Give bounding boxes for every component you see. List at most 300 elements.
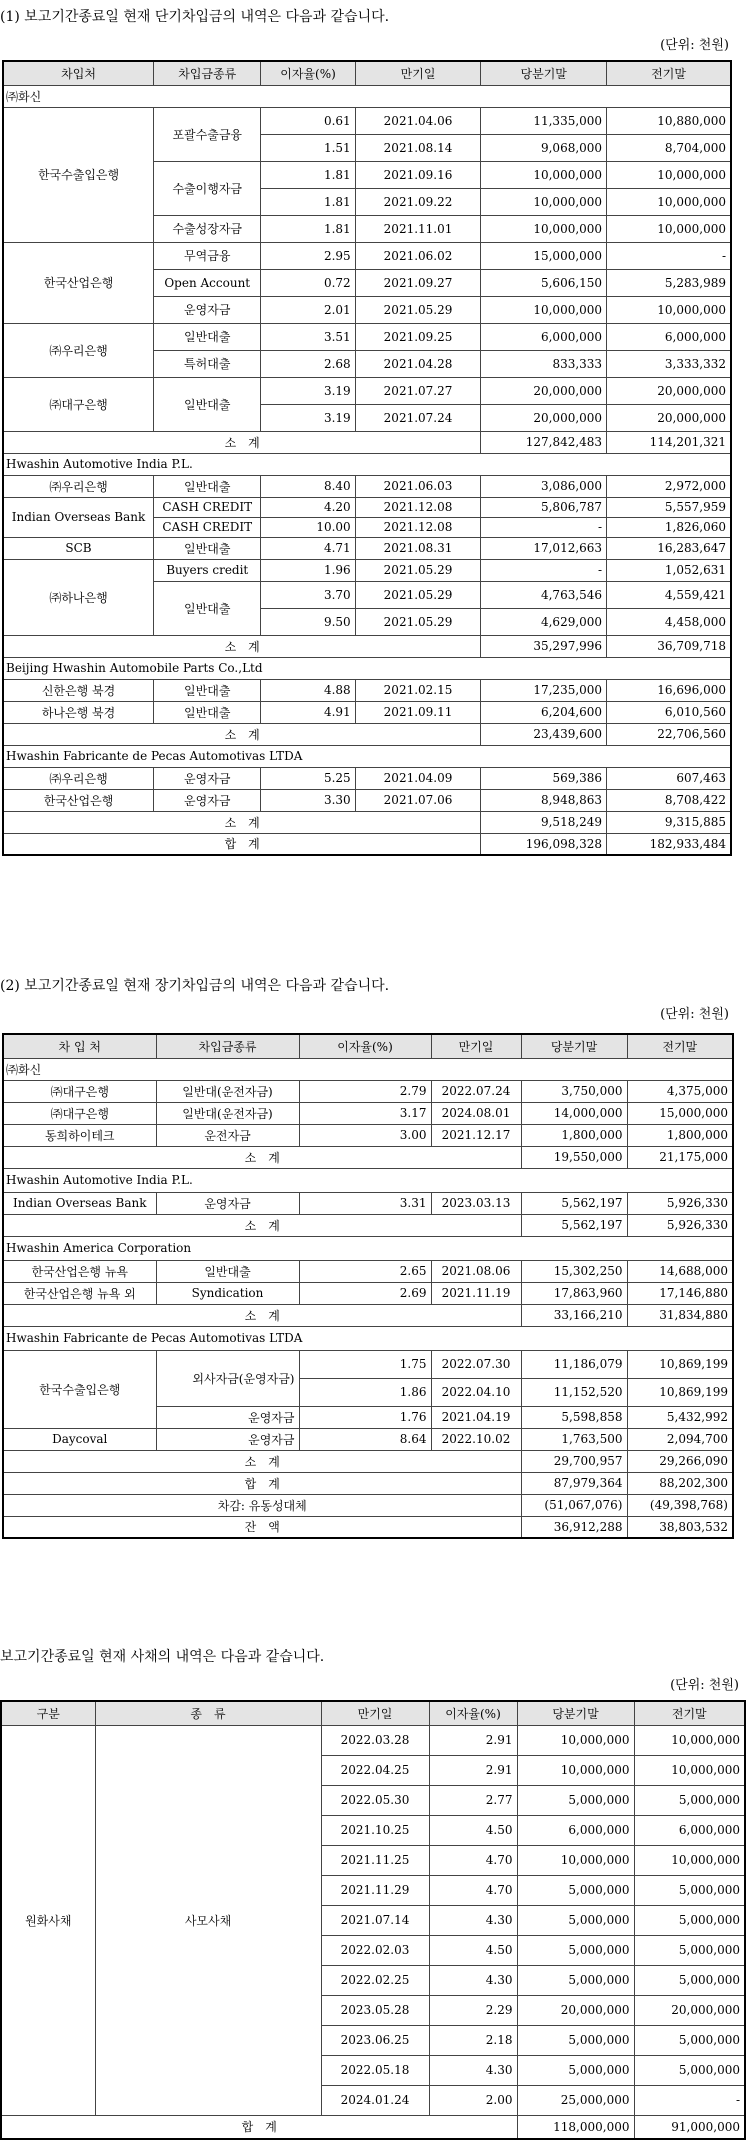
- col-header: 이자율(%): [429, 1701, 517, 1725]
- current-cell: (51,067,076): [521, 1494, 627, 1516]
- lender-cell: Daycoval: [3, 1428, 156, 1450]
- maturity-cell: 2023.05.28: [321, 1995, 429, 2025]
- loan-type-cell: Buyers credit: [154, 559, 261, 581]
- maturity-cell: 2021.05.29: [355, 581, 481, 608]
- table-row: [3, 559, 731, 581]
- lender-cell: ㈜우리은행: [3, 767, 154, 789]
- col-header: 전기말: [627, 1034, 733, 1058]
- table-header-row: [3, 1034, 733, 1058]
- prior-cell: 10,000,000: [607, 296, 731, 323]
- rate-cell: 5.25: [261, 767, 355, 789]
- subtotal-row: [3, 431, 731, 453]
- rate-cell: 4.50: [429, 1815, 517, 1845]
- loan-type-cell: 일반대출: [154, 323, 261, 350]
- table-row: [3, 1080, 733, 1102]
- current-cell: 87,979,364: [521, 1472, 627, 1494]
- col-header: 이자율(%): [299, 1034, 431, 1058]
- rate-cell: 2.91: [429, 1755, 517, 1785]
- current-cell: 33,166,210: [521, 1304, 627, 1326]
- rate-cell: 2.69: [299, 1282, 431, 1304]
- current-cell: 11,335,000: [481, 107, 607, 134]
- current-cell: 127,842,483: [481, 431, 607, 453]
- rate-cell: 2.95: [261, 242, 355, 269]
- maturity-cell: 2021.07.27: [355, 377, 481, 404]
- maturity-cell: 2021.11.29: [321, 1875, 429, 1905]
- current-cell: 35,297,996: [481, 635, 607, 657]
- rate-cell: 4.50: [429, 1935, 517, 1965]
- table-row: [3, 1102, 733, 1124]
- prior-cell: 5,000,000: [634, 2025, 745, 2055]
- rate-cell: 4.91: [261, 701, 355, 723]
- current-cell: 1,800,000: [521, 1124, 627, 1146]
- group-label: Hwashin America Corporation: [3, 1236, 733, 1260]
- prior-cell: 36,709,718: [607, 635, 731, 657]
- prior-cell: 8,708,422: [607, 789, 731, 811]
- prior-cell: 5,000,000: [634, 2055, 745, 2085]
- col-header: 만기일: [321, 1701, 429, 1725]
- group-label: ㈜화신: [3, 1058, 733, 1080]
- current-cell: 8,948,863: [481, 789, 607, 811]
- balance-label: 잔 액: [3, 1516, 521, 1538]
- maturity-cell: 2021.12.17: [431, 1124, 521, 1146]
- lender-cell: 한국산업은행: [3, 242, 154, 323]
- balance-row: [3, 1516, 733, 1538]
- col-header: 당분기말: [481, 61, 607, 85]
- table-row: [3, 1428, 733, 1450]
- lender-cell: ㈜대구은행: [3, 1102, 156, 1124]
- current-cell: 20,000,000: [481, 404, 607, 431]
- maturity-cell: 2021.06.02: [355, 242, 481, 269]
- loan-type-cell: 일반대출: [154, 679, 261, 701]
- current-cell: 14,000,000: [521, 1102, 627, 1124]
- loan-type-cell: 운영자금: [156, 1428, 299, 1450]
- prior-cell: 10,000,000: [634, 1845, 745, 1875]
- maturity-cell: 2022.07.24: [431, 1080, 521, 1102]
- rate-cell: 0.72: [261, 269, 355, 296]
- total-row: [1, 2115, 745, 2139]
- loan-type-cell: 무역금융: [154, 242, 261, 269]
- lender-cell: 동희하이테크: [3, 1124, 156, 1146]
- prior-cell: 5,000,000: [634, 1935, 745, 1965]
- section3-title: 보고기간종료일 현재 사채의 내역은 다음과 같습니다.: [0, 1649, 325, 1665]
- maturity-cell: 2021.06.03: [355, 475, 481, 497]
- loan-type-cell: 수출성장자금: [154, 215, 261, 242]
- loan-type-cell: 운영자금: [154, 296, 261, 323]
- maturity-cell: 2021.04.19: [431, 1406, 521, 1428]
- current-cell: 10,000,000: [517, 1845, 634, 1875]
- prior-cell: 5,926,330: [627, 1192, 733, 1214]
- current-cell: 5,606,150: [481, 269, 607, 296]
- maturity-cell: 2022.05.18: [321, 2055, 429, 2085]
- prior-cell: 6,000,000: [607, 323, 731, 350]
- prior-cell: 10,869,199: [627, 1378, 733, 1406]
- current-cell: 10,000,000: [481, 188, 607, 215]
- prior-cell: 5,000,000: [634, 1785, 745, 1815]
- subtotal-label: 소 계: [3, 811, 481, 833]
- rate-cell: 3.70: [261, 581, 355, 608]
- loan-type-cell: 운전자금: [156, 1124, 299, 1146]
- table-row: [3, 242, 731, 269]
- group-label: Hwashin Automotive India P.L.: [3, 453, 731, 475]
- rate-cell: 4.20: [261, 497, 355, 517]
- bond-category-cell: 원화사채: [1, 1725, 95, 2115]
- current-cell: 5,000,000: [517, 1785, 634, 1815]
- total-row: [3, 833, 731, 855]
- maturity-cell: 2021.11.01: [355, 215, 481, 242]
- table-row: [3, 497, 731, 517]
- total-label: 합 계: [3, 833, 481, 855]
- loan-type-cell: 일반대출: [156, 1260, 299, 1282]
- prior-cell: 4,375,000: [627, 1080, 733, 1102]
- prior-cell: 114,201,321: [607, 431, 731, 453]
- maturity-cell: 2021.04.06: [355, 107, 481, 134]
- prior-cell: -: [607, 242, 731, 269]
- lender-cell: ㈜우리은행: [3, 323, 154, 377]
- rate-cell: 2.79: [299, 1080, 431, 1102]
- current-cell: 20,000,000: [481, 377, 607, 404]
- current-cell: 5,000,000: [517, 1965, 634, 1995]
- current-cell: 25,000,000: [517, 2085, 634, 2115]
- current-cell: 5,562,197: [521, 1192, 627, 1214]
- rate-cell: 2.68: [261, 350, 355, 377]
- table-row: [3, 767, 731, 789]
- rate-cell: 3.30: [261, 789, 355, 811]
- prior-cell: 1,800,000: [627, 1124, 733, 1146]
- group-label: ㈜화신: [3, 85, 731, 107]
- current-cell: 5,000,000: [517, 1905, 634, 1935]
- maturity-cell: 2021.08.14: [355, 134, 481, 161]
- maturity-cell: 2022.04.10: [431, 1378, 521, 1406]
- prior-cell: 16,696,000: [607, 679, 731, 701]
- current-cell: 5,000,000: [517, 2025, 634, 2055]
- bond-kind-cell: 사모사채: [95, 1725, 321, 2115]
- lender-cell: Indian Overseas Bank: [3, 497, 154, 537]
- current-cell: 569,386: [481, 767, 607, 789]
- loan-type-cell: 일반대출: [154, 701, 261, 723]
- table-row: [3, 1282, 733, 1304]
- col-header: 종 류: [95, 1701, 321, 1725]
- prior-cell: 20,000,000: [607, 377, 731, 404]
- current-cell: -: [481, 517, 607, 537]
- lender-cell: 한국수출입은행: [3, 1350, 156, 1428]
- prior-cell: 10,000,000: [607, 215, 731, 242]
- prior-cell: 10,869,199: [627, 1350, 733, 1378]
- prior-cell: 10,000,000: [607, 188, 731, 215]
- prior-cell: 10,880,000: [607, 107, 731, 134]
- prior-cell: 8,704,000: [607, 134, 731, 161]
- prior-cell: 2,972,000: [607, 475, 731, 497]
- lender-cell: ㈜대구은행: [3, 1080, 156, 1102]
- lender-cell: 한국산업은행 뉴욕 외: [3, 1282, 156, 1304]
- subtotal-row: [3, 1214, 733, 1236]
- prior-cell: -: [634, 2085, 745, 2115]
- table-row: [1, 1725, 745, 1755]
- maturity-cell: 2021.09.25: [355, 323, 481, 350]
- rate-cell: 3.00: [299, 1124, 431, 1146]
- rate-cell: 4.71: [261, 537, 355, 559]
- maturity-cell: 2021.07.06: [355, 789, 481, 811]
- col-header: 당분기말: [521, 1034, 627, 1058]
- rate-cell: 3.31: [299, 1192, 431, 1214]
- subtotal-row: [3, 1450, 733, 1472]
- current-cell: 10,000,000: [517, 1725, 634, 1755]
- current-cell: 5,598,858: [521, 1406, 627, 1428]
- rate-cell: 4.70: [429, 1875, 517, 1905]
- rate-cell: 2.77: [429, 1785, 517, 1815]
- subtotal-label: 소 계: [3, 1146, 521, 1168]
- current-cell: 20,000,000: [517, 1995, 634, 2025]
- rate-cell: 3.51: [261, 323, 355, 350]
- prior-cell: 1,826,060: [607, 517, 731, 537]
- current-cell: 5,000,000: [517, 2055, 634, 2085]
- section1-unit: (단위: 천원): [660, 38, 729, 53]
- group-label: Beijing Hwashin Automobile Parts Co.,Ltd: [3, 657, 731, 679]
- total-label: 합 계: [1, 2115, 517, 2139]
- long-term-borrowings-table: [2, 1033, 734, 1539]
- lender-cell: ㈜대구은행: [3, 377, 154, 431]
- maturity-cell: 2021.12.08: [355, 497, 481, 517]
- current-cell: 3,750,000: [521, 1080, 627, 1102]
- table-header-row: [3, 61, 731, 85]
- loan-type-cell: 특허대출: [154, 350, 261, 377]
- maturity-cell: 2021.05.29: [355, 296, 481, 323]
- prior-cell: 10,000,000: [634, 1755, 745, 1785]
- prior-cell: 21,175,000: [627, 1146, 733, 1168]
- current-cell: 5,806,787: [481, 497, 607, 517]
- prior-cell: 14,688,000: [627, 1260, 733, 1282]
- rate-cell: 1.51: [261, 134, 355, 161]
- col-header: 당분기말: [517, 1701, 634, 1725]
- rate-cell: 1.96: [261, 559, 355, 581]
- prior-cell: 6,000,000: [634, 1815, 745, 1845]
- current-cell: 833,333: [481, 350, 607, 377]
- col-header: 구분: [1, 1701, 95, 1725]
- prior-cell: 182,933,484: [607, 833, 731, 855]
- table-row: [3, 537, 731, 559]
- maturity-cell: 2022.07.30: [431, 1350, 521, 1378]
- section1-title: (1) 보고기간종료일 현재 단기차입금의 내역은 다음과 같습니다.: [0, 9, 390, 25]
- current-cell: 6,204,600: [481, 701, 607, 723]
- section2-title: (2) 보고기간종료일 현재 장기차입금의 내역은 다음과 같습니다.: [0, 978, 390, 994]
- current-cell: 6,000,000: [517, 1815, 634, 1845]
- loan-type-cell: CASH CREDIT: [154, 517, 261, 537]
- current-cell: 17,863,960: [521, 1282, 627, 1304]
- table-row: [3, 1124, 733, 1146]
- short-term-borrowings-table: [2, 60, 732, 856]
- rate-cell: 9.50: [261, 608, 355, 635]
- table-row: [3, 1192, 733, 1214]
- col-header: 차입금종류: [154, 61, 261, 85]
- section3-unit: (단위: 천원): [670, 1678, 739, 1693]
- current-cell: 19,550,000: [521, 1146, 627, 1168]
- current-cell: 10,000,000: [481, 296, 607, 323]
- maturity-cell: 2021.04.28: [355, 350, 481, 377]
- rate-cell: 4.70: [429, 1845, 517, 1875]
- total-row: [3, 1472, 733, 1494]
- loan-type-cell: Open Account: [154, 269, 261, 296]
- prior-cell: 9,315,885: [607, 811, 731, 833]
- maturity-cell: 2023.03.13: [431, 1192, 521, 1214]
- maturity-cell: 2021.04.09: [355, 767, 481, 789]
- lender-cell: Indian Overseas Bank: [3, 1192, 156, 1214]
- current-cell: 4,763,546: [481, 581, 607, 608]
- prior-cell: 20,000,000: [607, 404, 731, 431]
- lender-cell: 한국수출입은행: [3, 107, 154, 242]
- prior-cell: 22,706,560: [607, 723, 731, 745]
- maturity-cell: 2022.04.25: [321, 1755, 429, 1785]
- rate-cell: 1.81: [261, 188, 355, 215]
- col-header: 차 입 처: [3, 1034, 156, 1058]
- maturity-cell: 2024.01.24: [321, 2085, 429, 2115]
- loan-type-cell: 운영자금: [154, 767, 261, 789]
- prior-cell: 88,202,300: [627, 1472, 733, 1494]
- lender-cell: 한국산업은행: [3, 789, 154, 811]
- current-cell: 5,000,000: [517, 1935, 634, 1965]
- prior-cell: 1,052,631: [607, 559, 731, 581]
- current-cell: 5,562,197: [521, 1214, 627, 1236]
- total-label: 합 계: [3, 1472, 521, 1494]
- maturity-cell: 2021.07.24: [355, 404, 481, 431]
- prior-cell: 5,000,000: [634, 1905, 745, 1935]
- prior-cell: 3,333,332: [607, 350, 731, 377]
- current-cell: 4,629,000: [481, 608, 607, 635]
- subtotal-label: 소 계: [3, 1304, 521, 1326]
- loan-type-cell: 운영자금: [154, 789, 261, 811]
- subtotal-row: [3, 1304, 733, 1326]
- subtotal-label: 소 계: [3, 431, 481, 453]
- loan-type-cell: 일반대출: [154, 475, 261, 497]
- prior-cell: 6,010,560: [607, 701, 731, 723]
- prior-cell: 4,559,421: [607, 581, 731, 608]
- rate-cell: 1.76: [299, 1406, 431, 1428]
- loan-type-cell: 운영자금: [156, 1192, 299, 1214]
- current-cell: 15,302,250: [521, 1260, 627, 1282]
- current-cell: 10,000,000: [481, 161, 607, 188]
- rate-cell: 2.18: [429, 2025, 517, 2055]
- prior-cell: 5,926,330: [627, 1214, 733, 1236]
- prior-cell: 607,463: [607, 767, 731, 789]
- rate-cell: 2.01: [261, 296, 355, 323]
- subtotal-row: [3, 723, 731, 745]
- loan-type-cell: 일반대(운전자금): [156, 1080, 299, 1102]
- maturity-cell: 2021.09.27: [355, 269, 481, 296]
- prior-cell: 10,000,000: [607, 161, 731, 188]
- current-cell: 17,235,000: [481, 679, 607, 701]
- rate-cell: 1.75: [299, 1350, 431, 1378]
- maturity-cell: 2022.03.28: [321, 1725, 429, 1755]
- lender-cell: ㈜우리은행: [3, 475, 154, 497]
- rate-cell: 3.19: [261, 404, 355, 431]
- loan-type-cell: 수출이행자금: [154, 161, 261, 215]
- loan-type-cell: 일반대(운전자금): [156, 1102, 299, 1124]
- current-cell: 9,518,249: [481, 811, 607, 833]
- loan-type-cell: Syndication: [156, 1282, 299, 1304]
- rate-cell: 4.30: [429, 2055, 517, 2085]
- current-cell: 5,000,000: [517, 1875, 634, 1905]
- section2-unit: (단위: 천원): [660, 1007, 729, 1022]
- loan-type-cell: CASH CREDIT: [154, 497, 261, 517]
- maturity-cell: 2021.05.29: [355, 608, 481, 635]
- col-header: 만기일: [355, 61, 481, 85]
- current-cell: 118,000,000: [517, 2115, 634, 2139]
- prior-cell: 15,000,000: [627, 1102, 733, 1124]
- current-cell: 11,186,079: [521, 1350, 627, 1378]
- rate-cell: 1.86: [299, 1378, 431, 1406]
- current-cell: 23,439,600: [481, 723, 607, 745]
- table-header-row: [1, 1701, 745, 1725]
- prior-cell: 17,146,880: [627, 1282, 733, 1304]
- lender-cell: 신한은행 북경: [3, 679, 154, 701]
- current-cell: 3,086,000: [481, 475, 607, 497]
- col-header: 만기일: [431, 1034, 521, 1058]
- rate-cell: 4.88: [261, 679, 355, 701]
- current-cell: 1,763,500: [521, 1428, 627, 1450]
- loan-type-cell: 일반대출: [154, 377, 261, 431]
- subtotal-label: 소 계: [3, 635, 481, 657]
- loan-type-cell: 운영자금: [156, 1406, 299, 1428]
- loan-type-cell: 일반대출: [154, 537, 261, 559]
- prior-cell: 10,000,000: [634, 1725, 745, 1755]
- maturity-cell: 2021.02.15: [355, 679, 481, 701]
- subtotal-row: [3, 1146, 733, 1168]
- table-row: [3, 377, 731, 404]
- prior-cell: 16,283,647: [607, 537, 731, 559]
- group-label: Hwashin Fabricante de Pecas Automotivas LTDA: [3, 745, 731, 767]
- current-cell: 10,000,000: [517, 1755, 634, 1785]
- rate-cell: 2.00: [429, 2085, 517, 2115]
- rate-cell: 3.19: [261, 377, 355, 404]
- current-cell: 196,098,328: [481, 833, 607, 855]
- prior-cell: 38,803,532: [627, 1516, 733, 1538]
- maturity-cell: 2021.08.31: [355, 537, 481, 559]
- current-cell: 11,152,520: [521, 1378, 627, 1406]
- table-row: [3, 323, 731, 350]
- rate-cell: 4.30: [429, 1965, 517, 1995]
- current-cell: 17,012,663: [481, 537, 607, 559]
- prior-cell: 5,557,959: [607, 497, 731, 517]
- bonds-table: [0, 1700, 746, 2140]
- current-cell: 6,000,000: [481, 323, 607, 350]
- rate-cell: 10.00: [261, 517, 355, 537]
- prior-cell: 5,432,992: [627, 1406, 733, 1428]
- table-row: [3, 1350, 733, 1378]
- loan-type-cell: 포괄수출금융: [154, 107, 261, 161]
- maturity-cell: 2021.09.16: [355, 161, 481, 188]
- rate-cell: 4.30: [429, 1905, 517, 1935]
- rate-cell: 1.81: [261, 215, 355, 242]
- current-cell: 9,068,000: [481, 134, 607, 161]
- prior-cell: 20,000,000: [634, 1995, 745, 2025]
- rate-cell: 8.64: [299, 1428, 431, 1450]
- prior-cell: 4,458,000: [607, 608, 731, 635]
- maturity-cell: 2022.02.25: [321, 1965, 429, 1995]
- prior-cell: 29,266,090: [627, 1450, 733, 1472]
- table-row: [3, 475, 731, 497]
- lender-cell: ㈜하나은행: [3, 559, 154, 635]
- rate-cell: 3.17: [299, 1102, 431, 1124]
- subtotal-label: 소 계: [3, 1214, 521, 1236]
- rate-cell: 2.29: [429, 1995, 517, 2025]
- subtotal-label: 소 계: [3, 1450, 521, 1472]
- table-row: [3, 701, 731, 723]
- col-header: 이자율(%): [261, 61, 355, 85]
- maturity-cell: 2021.11.25: [321, 1845, 429, 1875]
- lender-cell: 하나은행 북경: [3, 701, 154, 723]
- current-portion-row: [3, 1494, 733, 1516]
- col-header: 전기말: [634, 1701, 745, 1725]
- table-row: [3, 107, 731, 134]
- maturity-cell: 2021.12.08: [355, 517, 481, 537]
